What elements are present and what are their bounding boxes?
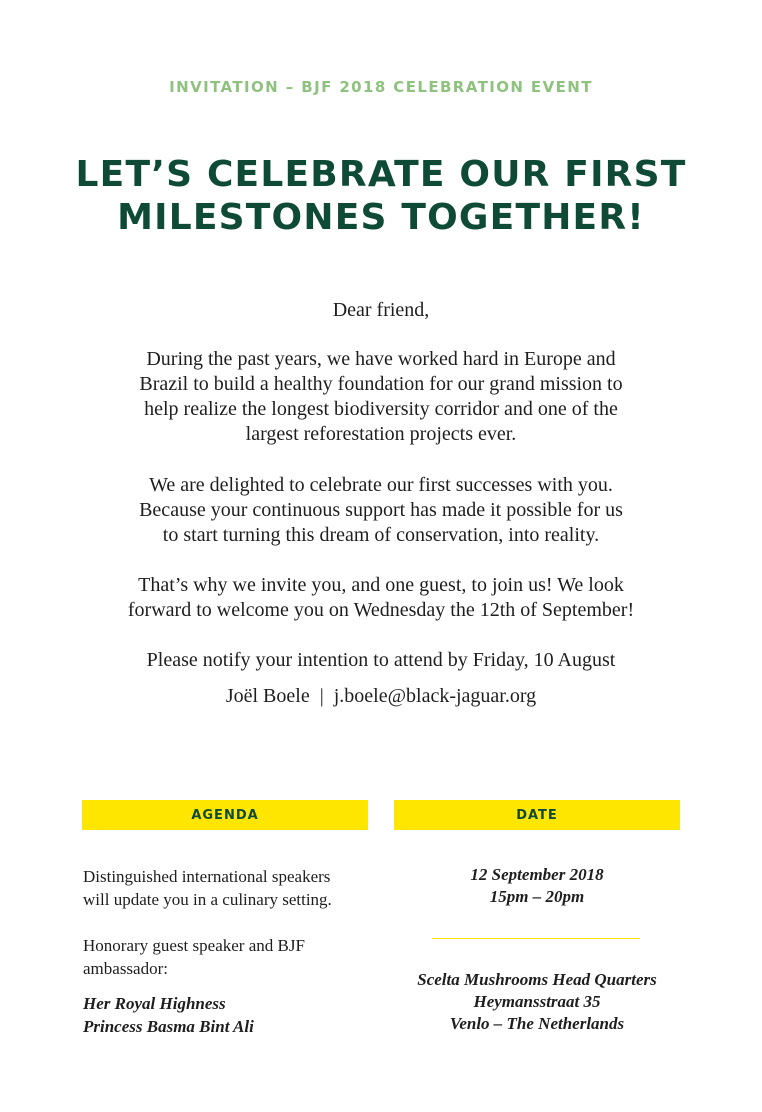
paragraph-invite [0,573,762,623]
agenda-line: Honorary guest speaker and BJF [83,936,305,955]
venue-line: Scelta Mushrooms Head Quarters [417,970,657,989]
paragraph-line: help realize the longest biodiversity corridor and one of the [144,398,618,420]
invitation-kicker: INVITATION – BJF 2018 CELEBRATION EVENT [169,78,593,96]
paragraph-line: forward to welcome you on Wednesday the 12th of September! [127,599,635,621]
agenda-line: will update you in a culinary setting. [83,890,332,909]
agenda-speakers [83,865,383,911]
paragraph-successes [0,473,762,548]
agenda-line: Princess Basma Bint Ali [83,1017,254,1036]
paragraph-line: to start turning this dream of conservation, into reality. [162,524,600,546]
rsvp-text: Please notify your intention to attend by Friday, 10 August [146,649,616,671]
contact-line [0,684,762,709]
event-datetime [394,864,680,908]
date-divider [432,938,640,939]
venue-line: Heymansstraat 35 [473,992,601,1011]
paragraph-line: During the past years, we have worked hard in Europe and [146,348,616,370]
event-time: 15pm – 20pm [489,887,585,906]
agenda-header-label: AGENDA [191,807,259,823]
greeting [0,298,762,323]
agenda-line: ambassador: [83,959,168,978]
agenda-line: Distinguished international speakers [83,867,331,886]
headline-line-1: LET’S CELEBRATE OUR FIRST [75,154,687,195]
agenda-line: Her Royal Highness [83,994,226,1013]
event-venue [394,969,680,1035]
date-header-label: DATE [516,807,558,823]
headline [0,153,762,239]
paragraph-line: Because your continuous support has made it possible for us [139,499,623,521]
paragraph-line: That’s why we invite you, and one guest, to join us! We look [138,574,624,596]
contact-separator: | [319,685,324,707]
paragraph-line: Brazil to build a healthy foundation for our grand mission to [139,373,623,395]
rsvp-notice [0,648,762,673]
event-date: 12 September 2018 [470,865,604,884]
agenda-guest-intro [83,934,383,980]
paragraph-line: largest reforestation projects ever. [245,423,517,445]
paragraph-line: We are delighted to celebrate our first successes with you. [149,474,613,496]
agenda-guest-name [83,992,383,1038]
greeting-text: Dear friend, [332,299,430,321]
venue-line: Venlo – The Netherlands [449,1014,625,1033]
contact-name: Joël Boele [225,685,310,707]
agenda-header [82,800,368,830]
paragraph-mission [0,347,762,447]
date-header [394,800,680,830]
contact-email-link[interactable]: j.boele@black-jaguar.org [333,685,537,707]
headline-line-2: MILESTONES TOGETHER! [117,197,645,238]
